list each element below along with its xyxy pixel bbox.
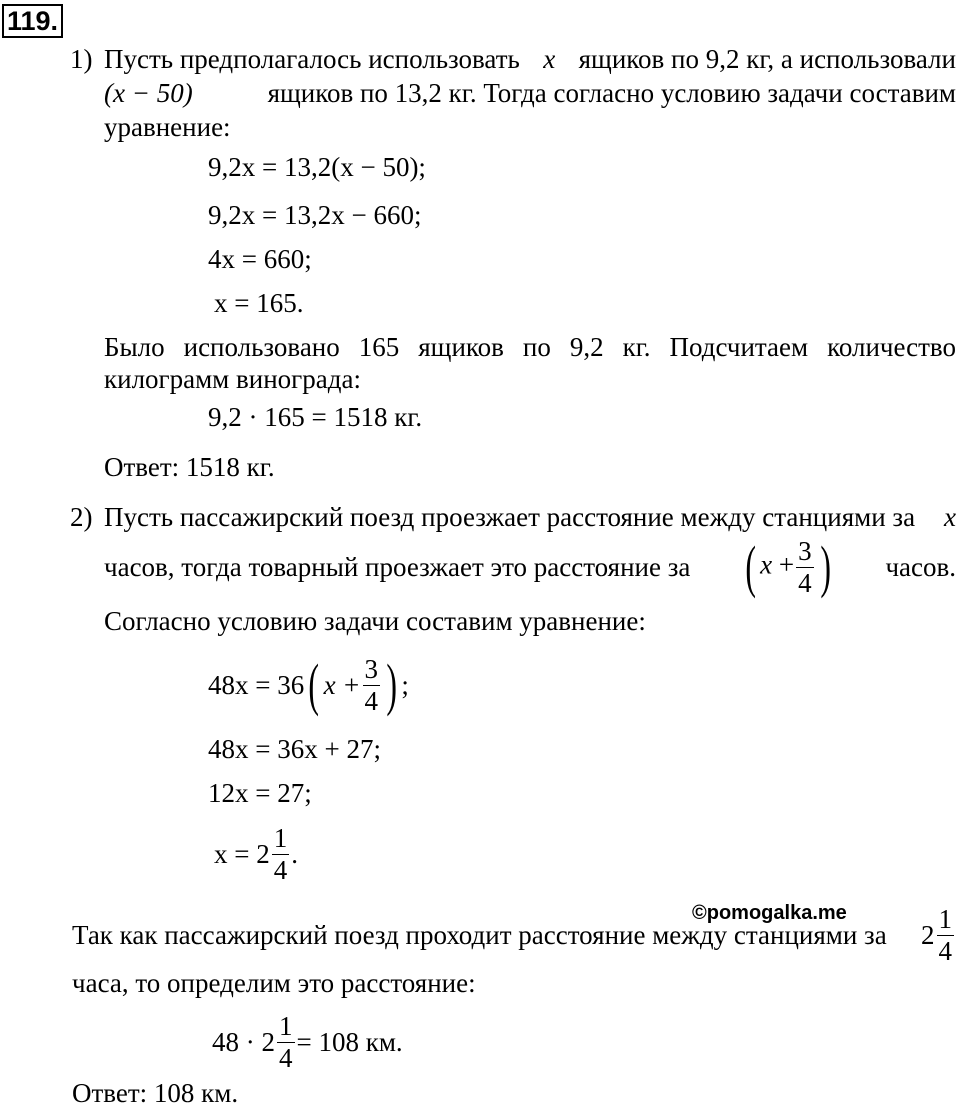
part2-equation-2: 48x = 36x + 27;: [208, 734, 381, 764]
part2-text-line1-a: Так как пассажирский поезд проходит расстояние между станциями за: [72, 920, 887, 950]
part1-answer: Ответ: 1518 кг.: [104, 452, 275, 482]
part2-intro-line2: [104, 536, 956, 598]
part1-intro-line1: [104, 42, 956, 76]
part1-equation-2: 9,2x = 13,2x − 660;: [208, 200, 422, 230]
part2-marker: 2): [70, 502, 93, 532]
right-paren: ): [819, 534, 831, 599]
part2-intro-line3: Согласно условию задачи составим уравнение:: [104, 606, 646, 636]
part1-intro-line2: [104, 76, 956, 110]
part1-intro-line1-x: x: [543, 44, 556, 74]
fraction-3-4: $\frac{3}{4}$: [364, 653, 379, 716]
left-paren: (: [745, 534, 756, 599]
fraction-3-4: $\frac{3}{4}$: [798, 535, 812, 598]
part1-intro-line2-b: ящиков по 13,2 кг. Тогда согласно условию задачи составим: [267, 78, 956, 108]
part2-intro-line2-a: часов, тогда товарный проезжает это расстояние за: [104, 552, 691, 582]
part2-eq4-tail: .: [291, 839, 298, 869]
part2-eq5-right: = 108 км.: [296, 1027, 403, 1057]
part2-eq1-left: 48x = 36: [208, 670, 305, 700]
part2-equation-3: 12x = 27;: [208, 778, 312, 808]
part2-equation-5: [212, 1010, 403, 1074]
part2-eq5-left: 48 · 2: [212, 1027, 275, 1057]
part2-intro-line1: [104, 500, 956, 534]
problem-number: 119.: [2, 4, 63, 38]
part1-equation-3: 4x = 660;: [208, 244, 312, 274]
part1-intro-line1-a: Пусть предполагалось использовать: [104, 44, 520, 74]
part2-intro-line1-x: x: [944, 502, 956, 532]
part1-equation-4: x = 165.: [214, 288, 304, 318]
part2-text-line1: [72, 904, 956, 966]
mixed-number-2-1-4: 2 $\frac{1}{4}$: [921, 903, 952, 966]
part2-fraction-expression: ( x + $\frac{3}{4}$ ): [745, 534, 831, 599]
part2-equation-1: [208, 650, 409, 720]
part2-answer: Ответ: 108 км.: [72, 1078, 239, 1108]
part2-eq1-tail: ;: [401, 670, 409, 700]
fraction-1-4: $\frac{1}{4}$: [273, 822, 288, 885]
part2-equation-4: [214, 822, 298, 886]
part1-intro-line2-expr: (x − 50): [104, 78, 193, 108]
part1-result-line1: Было использовано 165 ящиков по 9,2 кг. Подсчитаем количество: [104, 332, 956, 362]
part2-intro-line2-b: часов.: [885, 552, 956, 582]
part2-eq1-inner: x +: [323, 670, 361, 700]
part1-intro-line3: уравнение:: [104, 112, 231, 142]
watermark: ©pomogalka.me: [692, 902, 847, 924]
part1-result-line2: килограмм винограда:: [104, 364, 361, 394]
part1-equation-5: 9,2 · 165 = 1518 кг.: [208, 402, 423, 432]
part2-eq4-left: x = 2: [214, 839, 270, 869]
part2-text-line2: часа, то определим это расстояние:: [72, 968, 476, 998]
part1-equation-1: 9,2x = 13,2(x − 50);: [208, 152, 426, 182]
part2-intro-line1-a: Пусть пассажирский поезд проезжает расстояние между станциями за: [104, 502, 916, 532]
part1-marker: 1): [70, 44, 93, 74]
fraction-1-4: $\frac{1}{4}$: [279, 1010, 293, 1073]
part1-intro-line1-b: ящиков по 9,2 кг, а использовали: [578, 44, 956, 74]
left-paren: (: [308, 652, 320, 717]
right-paren: ): [386, 652, 398, 717]
